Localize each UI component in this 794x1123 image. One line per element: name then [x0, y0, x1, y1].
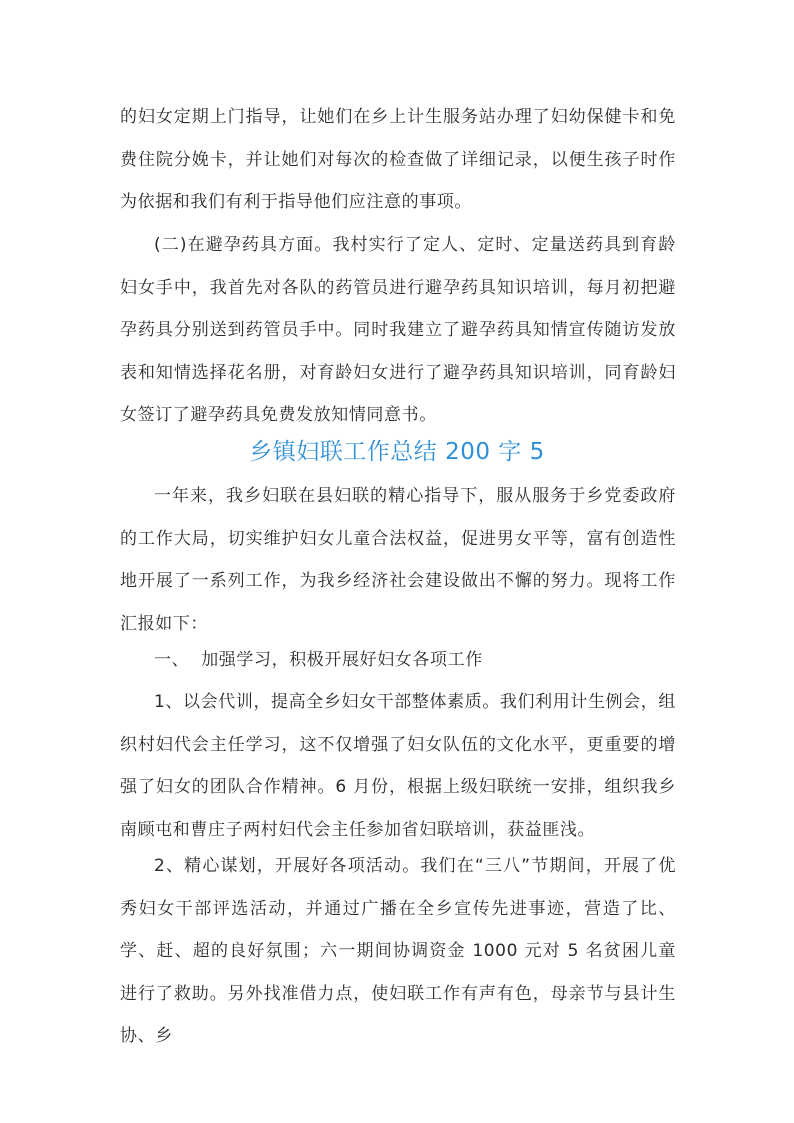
paragraph-contraceptive-section: (二)在避孕药具方面。我村实行了定人、定时、定量送药具到育龄妇女手中，我首先对各队的药管员进行避孕药具知识培训，每月初把避孕药具分别送到药管员手中。同时我建立了避孕药具知情宣传随访发放表和知情选择花名册，对育龄妇女进行了避孕药具知识培训，同育龄妇女签订了避孕药具免费发放知情同意书。 [120, 235, 676, 426]
paragraph-item-2: 2、精心谋划，开展好各项活动。我们在“三八”节期间，开展了优秀妇女干部评选活动，并通过广播在全乡宣传先进事迹，营造了比、学、赶、超的良好氛围；六一期间协调资金 1000 元对 5 名贫困儿童进行了救助。另外找准借力点，使妇联工作有声有色，母亲节与县计生协、乡 [120, 856, 676, 1047]
paragraph-intro: 一年来，我乡妇联在县妇联的精心指导下，服从服务于乡党委政府的工作大局，切实维护妇女儿童合法权益，促进男女平等，富有创造性地开展了一系列工作，为我乡经济社会建设做出不懈的努力。现将工作汇报如下： [120, 486, 676, 634]
paragraph-continued: 的妇女定期上门指导，让她们在乡上计生服务站办理了妇幼保健卡和免费住院分娩卡，并让她们对每次的检查做了详细记录，以便生孩子时作为依据和我们有利于指导他们应注意的事项。 [120, 107, 676, 213]
section-heading: 乡镇妇联工作总结 200 字 5 [249, 439, 545, 465]
subheading-part-one: 一、 加强学习，积极开展好妇女各项工作 [154, 650, 483, 670]
paragraph-item-1: 1、以会代训，提高全乡妇女干部整体素质。我们利用计生例会，组织村妇代会主任学习，这不仅增强了妇女队伍的文化水平，更重要的增强了妇女的团队合作精神。6 月份，根据上级妇联统一安排，组织我乡南顾屯和曹庄子两村妇代会主任参加省妇联培训，获益匪浅。 [120, 692, 676, 840]
